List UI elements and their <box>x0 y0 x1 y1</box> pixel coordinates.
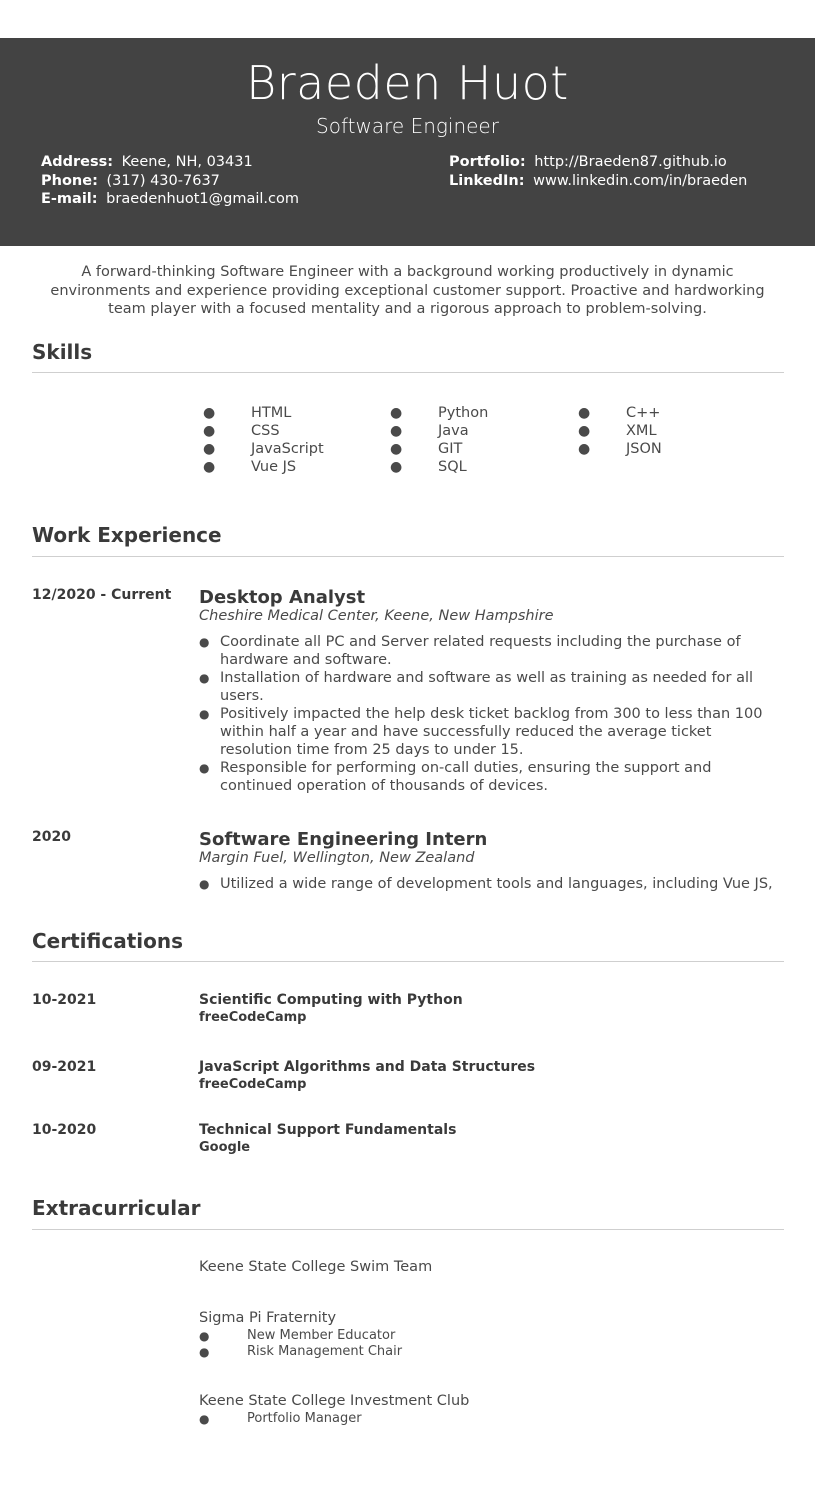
bullet-icon: ● <box>199 671 210 685</box>
job-title: Desktop Analyst <box>199 587 366 608</box>
job-organization: Margin Fuel, Wellington, New Zealand <box>199 850 475 866</box>
bullet-icon: ● <box>203 405 216 421</box>
phone-row <box>41 172 299 191</box>
cert-date: 09-2021 <box>32 1059 97 1075</box>
bullet-icon: ● <box>199 635 210 649</box>
address-row <box>41 153 299 172</box>
bullet-icon: ● <box>390 459 403 475</box>
bullet-icon: ● <box>390 423 403 439</box>
list-item: ● Coordinate all PC and Server related requests including the purchase of hardware and software. <box>199 634 741 668</box>
resume-header <box>0 38 815 246</box>
summary-paragraph: A forward-thinking Software Engineer with a background working productively in dynamic environments and experience providing exceptional customer support. Proactive and hardworking team player with a focused mentality and a rigorous approach to problem-solving. <box>50 264 765 317</box>
cert-date: 10-2020 <box>32 1122 97 1138</box>
activity-role: ● New Member Educator <box>199 1328 396 1343</box>
email-row <box>41 190 299 209</box>
bullet-icon: ● <box>199 877 210 891</box>
extracurricular-section-title: Extracurricular <box>32 1196 201 1220</box>
linkedin-link[interactable]: www.linkedin.com/in/braeden <box>533 172 748 189</box>
portfolio-row <box>449 153 747 172</box>
job-title-heading: Software Engineer <box>316 114 499 138</box>
list-item: ● Installation of hardware and software as well as training as needed for all users. <box>199 670 754 704</box>
bullet-icon: ● <box>203 459 216 475</box>
bullet-icon: ● <box>199 761 210 775</box>
job-bullets <box>199 875 784 893</box>
address-value: Keene, NH, 03431 <box>121 154 253 170</box>
phone-label: Phone: <box>41 172 98 189</box>
work-section-title: Work Experience <box>32 523 222 547</box>
cert-issuer: freeCodeCamp <box>199 1077 307 1092</box>
job-bullets <box>199 633 784 795</box>
work-divider <box>32 556 784 557</box>
activity-name: Keene State College Swim Team <box>199 1259 433 1275</box>
job-date: 2020 <box>32 829 71 845</box>
skills-divider <box>32 372 784 373</box>
bullet-icon: ● <box>203 423 216 439</box>
portfolio-label: Portfolio: <box>449 154 526 170</box>
address-label: Address: <box>41 154 114 170</box>
linkedin-label: LinkedIn: <box>449 172 525 189</box>
bullet-icon: ● <box>199 1412 210 1426</box>
cert-issuer: freeCodeCamp <box>199 1010 307 1025</box>
certifications-section-title: Certifications <box>32 929 183 953</box>
cert-title: JavaScript Algorithms and Data Structures <box>199 1059 536 1075</box>
bullet-icon: ● <box>390 441 403 457</box>
bullet-icon: ● <box>199 707 210 721</box>
job-organization: Cheshire Medical Center, Keene, New Hampshire <box>199 608 554 624</box>
email-label: E-mail: <box>41 191 98 207</box>
list-item: ● Responsible for performing on-call duties, ensuring the support and continued operation of thousands of devices. <box>199 760 712 794</box>
bullet-icon: ● <box>199 1329 210 1343</box>
bullet-icon: ● <box>203 441 216 457</box>
job-date: 12/2020 - Current <box>32 587 172 603</box>
bullet-icon: ● <box>578 423 591 439</box>
email-value[interactable]: braedenhuot1@gmail.com <box>106 191 299 207</box>
linkedin-row <box>449 172 747 191</box>
certifications-divider <box>32 961 784 962</box>
cert-title: Technical Support Fundamentals <box>199 1122 457 1138</box>
contact-info-left <box>41 153 299 209</box>
bullet-icon: ● <box>199 1345 210 1359</box>
contact-info-right <box>449 153 747 190</box>
activity-name: Keene State College Investment Club <box>199 1393 470 1409</box>
person-name: Braeden Huot <box>246 56 569 110</box>
activity-role: ● Portfolio Manager <box>199 1411 362 1426</box>
skills-section-title: Skills <box>32 340 93 364</box>
list-item: ● Utilized a wide range of development tools and languages, including Vue JS, <box>199 876 773 892</box>
portfolio-link[interactable]: http://Braeden87.github.io <box>534 154 727 170</box>
cert-title: Scientific Computing with Python <box>199 992 463 1008</box>
bullet-icon: ● <box>578 441 591 457</box>
phone-value[interactable]: (317) 430-7637 <box>106 172 220 189</box>
extracurricular-divider <box>32 1229 784 1230</box>
cert-date: 10-2021 <box>32 992 97 1008</box>
job-title: Software Engineering Intern <box>199 829 488 850</box>
bullet-icon: ● <box>390 405 403 421</box>
list-item: ● Positively impacted the help desk ticket backlog from 300 to less than 100 within half a year and have successfully reduced the average ticket resolution time from 25 days to under 15. <box>199 706 763 758</box>
activity-role: ● Risk Management Chair <box>199 1344 403 1359</box>
activity-name: Sigma Pi Fraternity <box>199 1310 337 1326</box>
bullet-icon: ● <box>578 405 591 421</box>
cert-issuer: Google <box>199 1140 251 1155</box>
